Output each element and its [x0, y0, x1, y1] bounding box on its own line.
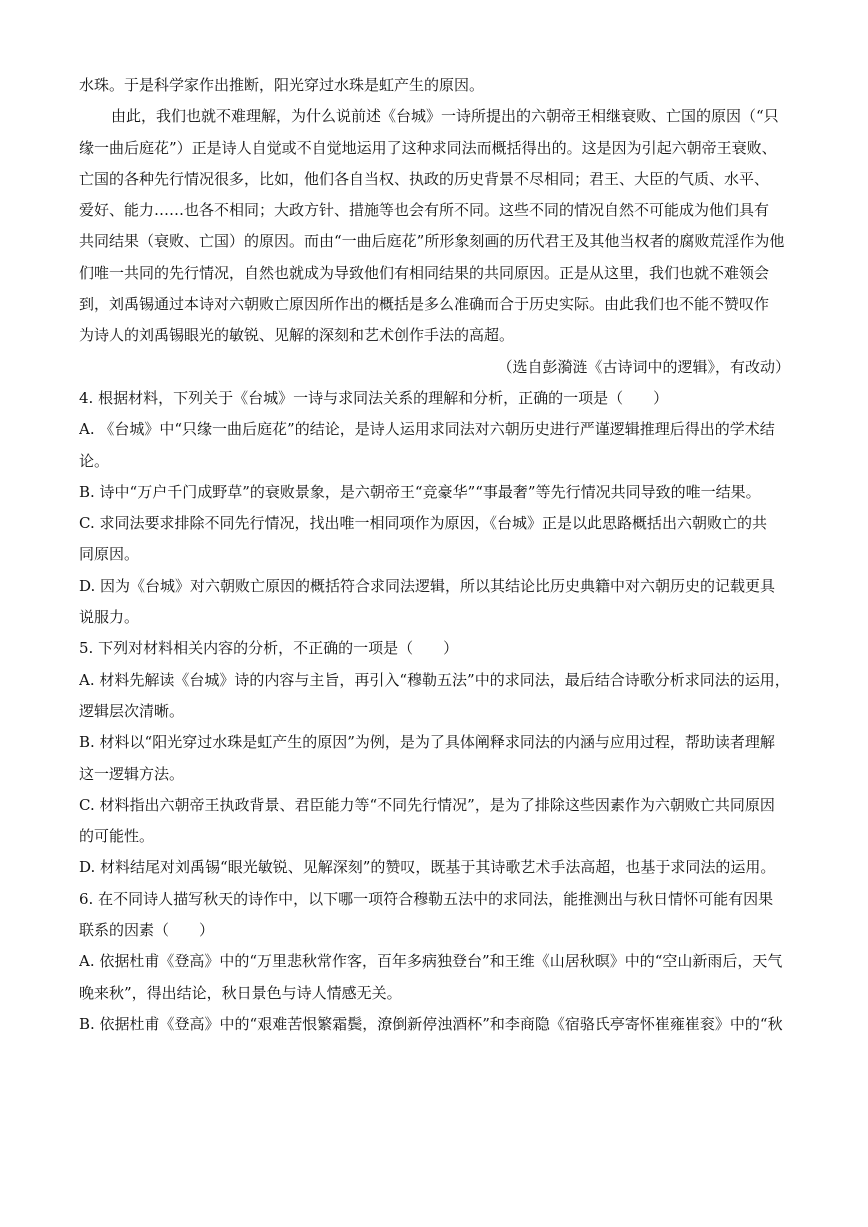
passage [79, 70, 790, 383]
passage-line: 爱好、能力……也各不相同；大政方针、措施等也会有所不同。这些不同的情况自然不可能成为他们具有 [79, 201, 770, 220]
passage-line: 共同结果（衰败、亡国）的原因。而由“一曲后庭花”所形象刻画的历代君王及其他当权者的腐败荒淫作为他 [79, 232, 785, 251]
option-line: C. 求同法要求排除不同先行情况，找出唯一相同项作为原因，《台城》正是以此思路概括出六朝败亡的共 [79, 514, 767, 533]
question-4 [79, 383, 790, 633]
question-5 [79, 633, 790, 883]
option-line: 这一逻辑方法。 [79, 764, 185, 783]
option-line: 晚来秋”，得出结论，秋日景色与诗人情感无关。 [79, 983, 402, 1002]
option-line: 的可能性。 [79, 827, 155, 846]
question-stem: 联系的因素（ ） [79, 921, 215, 940]
option-b [79, 1009, 790, 1040]
option-d [79, 571, 790, 634]
option-c [79, 790, 790, 853]
option-b [79, 477, 790, 508]
option-line: A. 依据杜甫《登高》中的“万里悲秋常作客，百年多病独登台”和王维《山居秋暝》中的“空山新雨后，天气 [79, 952, 783, 971]
option-line: D. 材料结尾对刘禹锡“眼光敏锐、见解深刻”的赞叹，既基于其诗歌艺术手法高超，也基于求同法的运用。 [79, 858, 776, 877]
question-stem: 6. 在不同诗人描写秋天的诗作中，以下哪一项符合穆勒五法中的求同法，能推测出与秋日情怀可能有因果 [79, 889, 774, 908]
document-page [79, 70, 790, 1040]
passage-source: （选自彭漪涟《古诗词中的逻辑》，有改动） [497, 357, 790, 376]
passage-line: 水珠。于是科学家作出推断，阳光穿过水珠是虹产生的原因。 [79, 76, 485, 94]
option-a [79, 946, 790, 1009]
question-stem: 4. 根据材料，下列关于《台城》一诗与求同法关系的理解和分析，正确的一项是（ ） [79, 388, 669, 407]
option-b [79, 727, 790, 790]
option-a [79, 414, 790, 477]
passage-line: 为诗人的刘禹锡眼光的敏锐、见解的深刻和艺术创作手法的高超。 [79, 326, 515, 345]
option-line: A. 材料先解读《台城》诗的内容与主旨，再引入“穆勒五法”中的求同法，最后结合诗歌分析求同法的运用， [79, 670, 790, 689]
option-a [79, 665, 790, 728]
option-line: B. 诗中“万户千门成野草”的衰败景象，是六朝帝王“竞豪华”“事最奢”等先行情况共同导致的唯一结果。 [79, 482, 761, 501]
question-stem: 5. 下列对材料相关内容的分析，不正确的一项是（ ） [79, 639, 459, 658]
passage-line: 们唯一共同的先行情况，自然也就成为导致他们有相同结果的共同原因。正是从这里，我们也就不难领会 [79, 263, 770, 282]
option-line: C. 材料指出六朝帝王执政背景、君臣能力等“不同先行情况”，是为了排除这些因素作为六朝败亡共同原因 [79, 795, 775, 814]
question-6 [79, 884, 790, 1040]
passage-line: 亡国的各种先行情况很多，比如，他们各自当权、执政的历史背景不尽相同；君王、大臣的气质、水平、 [79, 169, 770, 188]
passage-line: 到，刘禹锡通过本诗对六朝败亡原因所作出的概括是多么准确而合于历史实际。由此我们也不能不赞叹作 [79, 295, 770, 314]
option-line: B. 依据杜甫《登高》中的“艰难苦恨繁霜鬓，潦倒新停浊酒杯”和李商隐《宿骆氏亭寄怀崔雍崔衮》中的“秋 [79, 1014, 783, 1033]
option-line: 逻辑层次清晰。 [79, 701, 185, 720]
passage-line: 由此，我们也就不难理解，为什么说前述《台城》一诗所提出的六朝帝王相继衰败、亡国的原因（“只 [111, 107, 779, 126]
option-line: A. 《台城》中“只缘一曲后庭花”的结论，是诗人运用求同法对六朝历史进行严谨逻辑推理后得出的学术结 [79, 420, 775, 439]
option-line: 同原因。 [79, 545, 140, 564]
option-line: 说服力。 [79, 608, 140, 627]
option-d [79, 852, 790, 883]
passage-line: 缘一曲后庭花”）正是诗人自觉或不自觉地运用了这种求同法而概括得出的。这是因为引起六朝帝王衰败、 [79, 138, 777, 157]
option-line: D. 因为《台城》对六朝败亡原因的概括符合求同法逻辑，所以其结论比历史典籍中对六朝历史的记载更具 [79, 576, 776, 595]
option-line: 论。 [79, 451, 110, 470]
option-line: B. 材料以“阳光穿过水珠是虹产生的原因”为例，是为了具体阐释求同法的内涵与应用过程，帮助读者理解 [79, 733, 775, 752]
option-c [79, 508, 790, 571]
